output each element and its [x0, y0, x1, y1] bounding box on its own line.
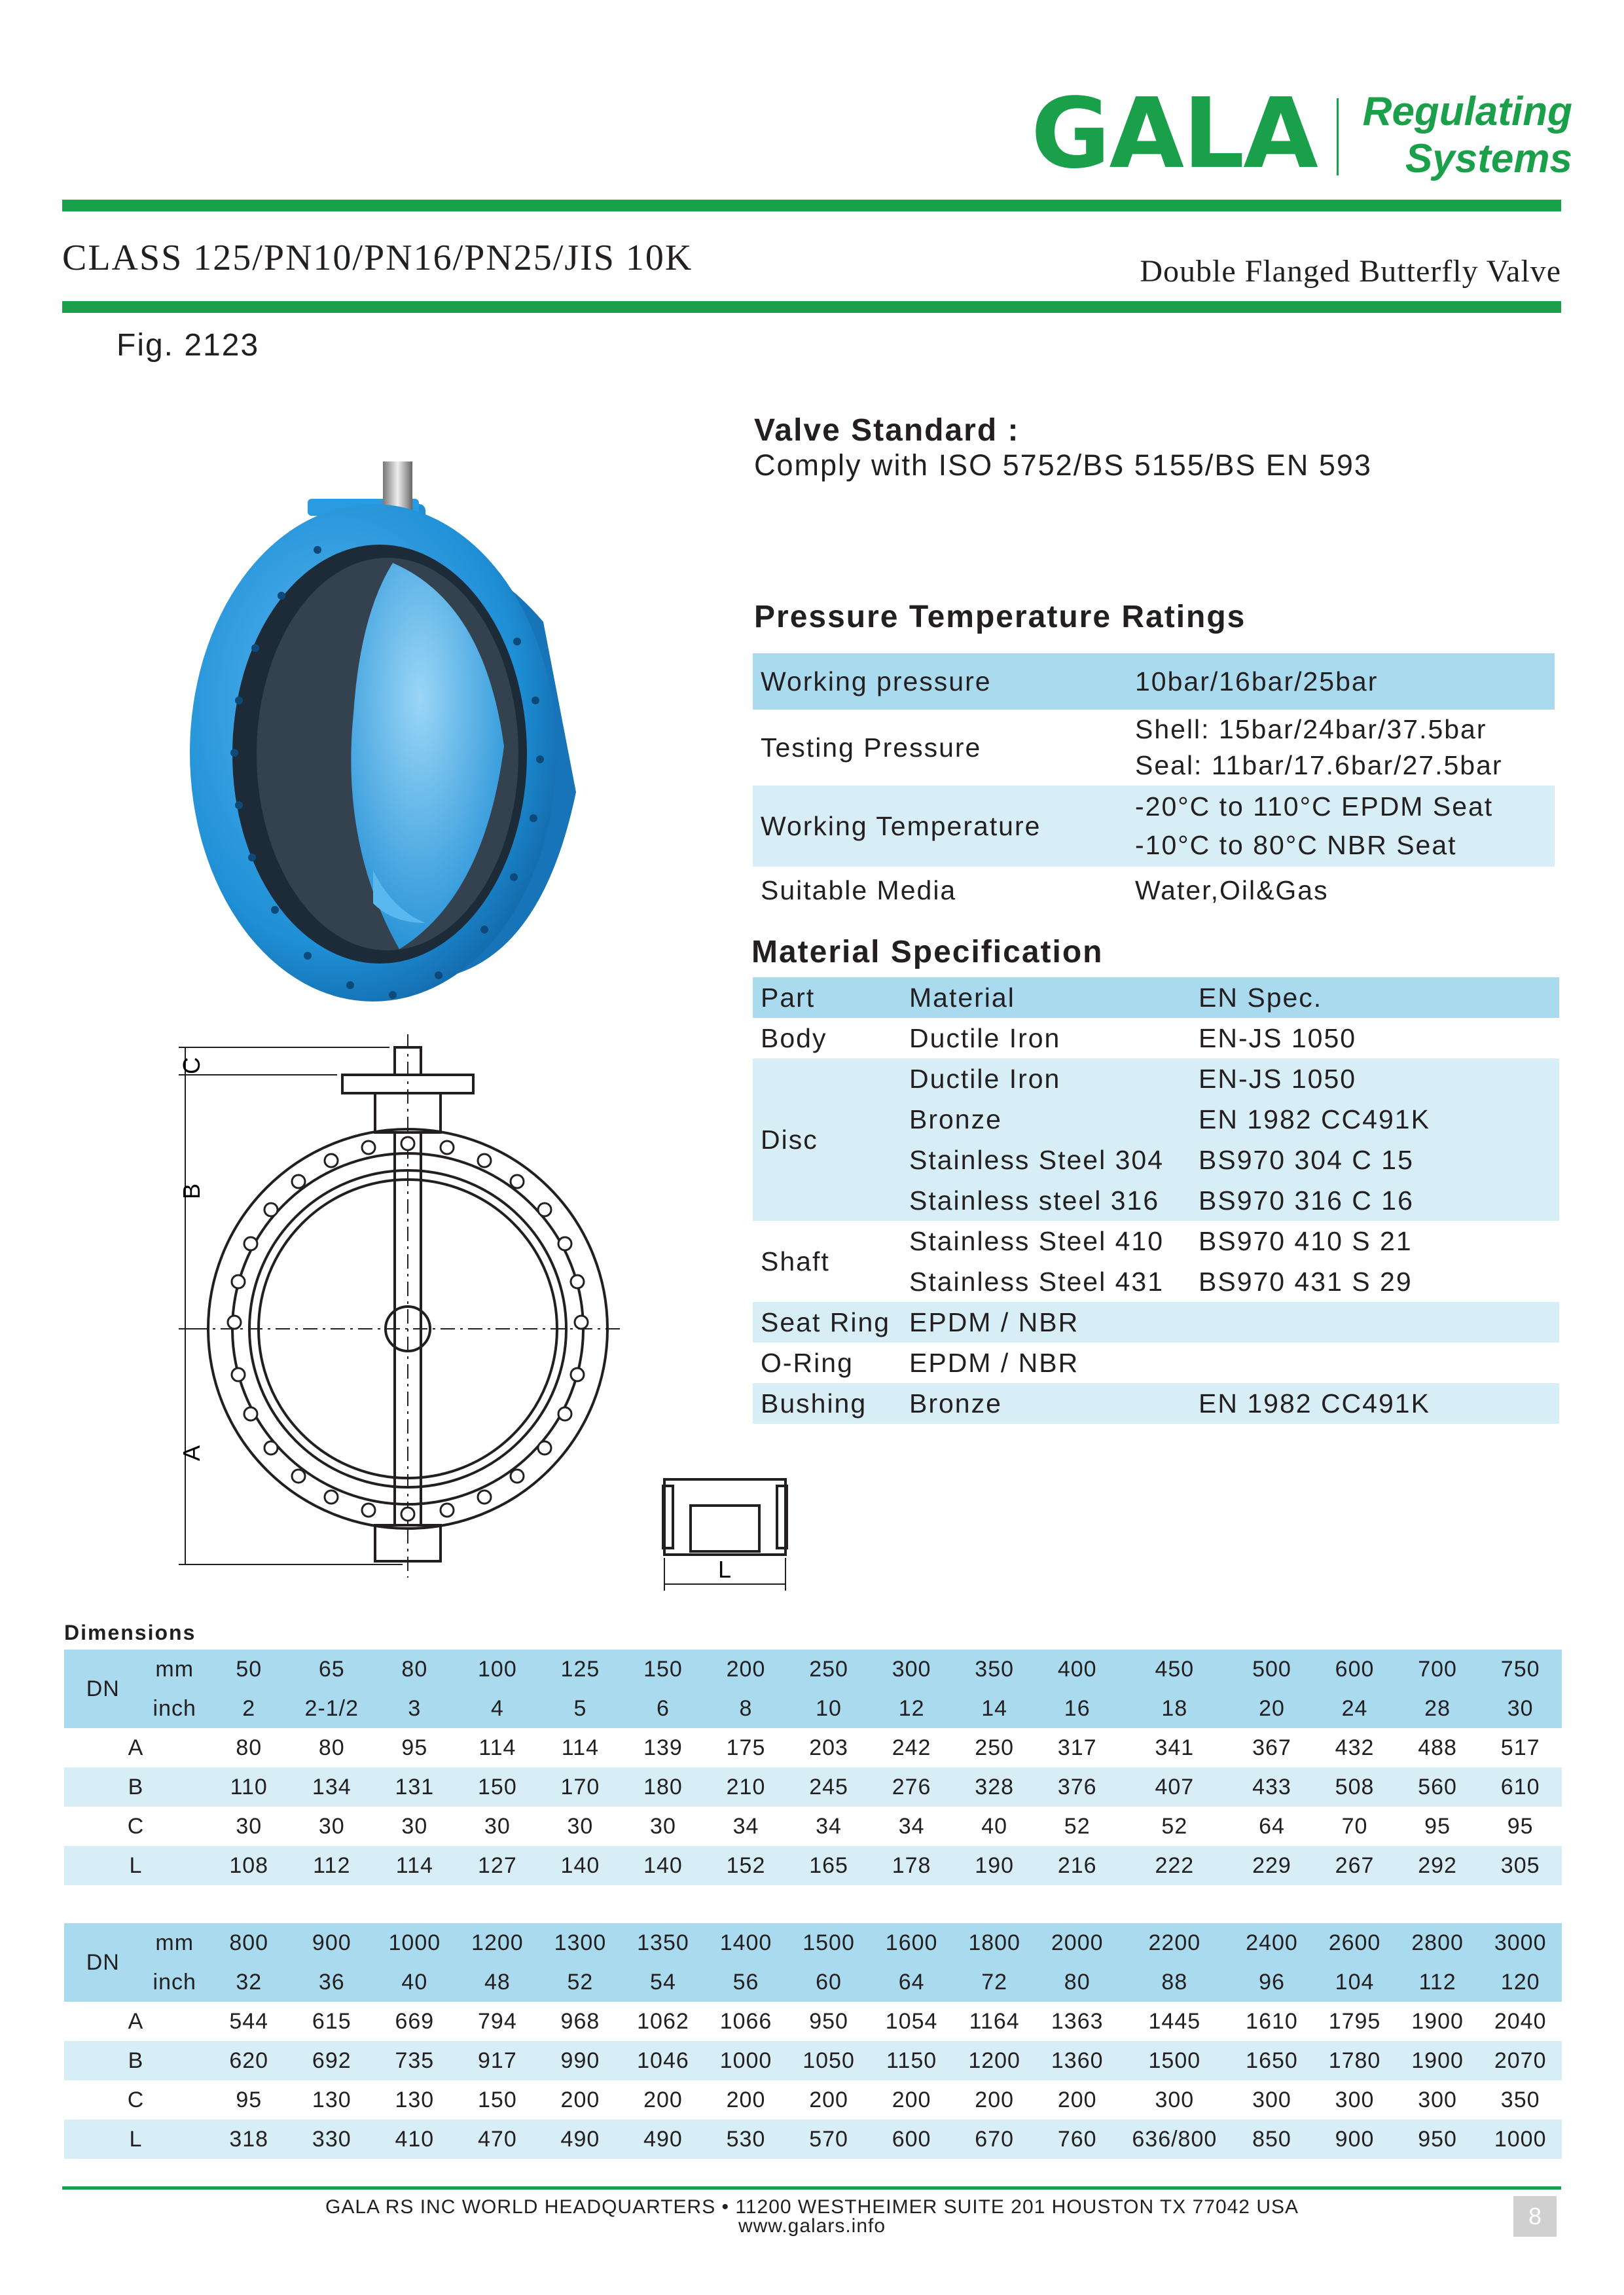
- dimension-cell: 110: [230, 1774, 268, 1799]
- dimension-cell: 990: [560, 2048, 600, 2073]
- dimension-cell: 950: [809, 2008, 848, 2034]
- pressure-value: Seal: 11bar/17.6bar/27.5bar: [1135, 750, 1503, 780]
- pressure-label: Testing Pressure: [761, 732, 982, 763]
- dimension-cell: 410: [395, 2126, 435, 2152]
- dimension-cell: 432: [1335, 1735, 1375, 1760]
- material-part: Seat Ring: [761, 1307, 891, 1337]
- dn-inch-row: [64, 1689, 1562, 1728]
- dimension-cell: 305: [1500, 1852, 1540, 1878]
- dn-inch-cell: 64: [898, 1969, 925, 1995]
- dn-inch-cell: 8: [739, 1695, 753, 1721]
- dn-inch-cell: 32: [236, 1969, 262, 1995]
- dimension-label: L: [129, 1852, 143, 1878]
- dimension-row-b: [64, 2041, 1562, 2080]
- dn-inch-cell: 60: [816, 1969, 842, 1995]
- material-spec: EN 1982 CC491K: [1199, 1104, 1430, 1134]
- dimension-cell: 1900: [1411, 2048, 1464, 2073]
- dn-inch-cell: 56: [732, 1969, 759, 1995]
- dimension-cell: 70: [1341, 1813, 1368, 1839]
- mm-label: mm: [155, 1656, 194, 1682]
- dimension-cell: 34: [816, 1813, 842, 1839]
- dn-inch-cell: 54: [650, 1969, 676, 1995]
- dn-mm-cell: 250: [809, 1656, 848, 1682]
- dim-b-label: B: [178, 1183, 205, 1200]
- dn-mm-cell: 900: [312, 1930, 352, 1955]
- dn-mm-cell: 200: [726, 1656, 766, 1682]
- dimension-cell: 175: [726, 1735, 766, 1760]
- dimension-cell: 242: [892, 1735, 931, 1760]
- mm-label: mm: [155, 1930, 194, 1955]
- dimension-cell: 1066: [719, 2008, 772, 2034]
- footer-website[interactable]: www.galars.info: [738, 2215, 886, 2237]
- dimension-cell: 350: [1500, 2087, 1540, 2112]
- dimension-cell: 95: [236, 2087, 262, 2112]
- footer-address: GALA RS INC WORLD HEADQUARTERS • 11200 WESTHEIMER SUITE 201 HOUSTON TX 77042 USA: [325, 2196, 1299, 2218]
- material-row: [753, 1018, 1559, 1058]
- dn-inch-row: [64, 1962, 1562, 2002]
- dimension-cell: 200: [975, 2087, 1015, 2112]
- dn-inch-cell: 120: [1500, 1969, 1540, 1995]
- dimension-cell: 300: [1252, 2087, 1291, 2112]
- material-name: Stainless Steel 431: [909, 1266, 1164, 1297]
- material-spec: EN-JS 1050: [1199, 1063, 1357, 1094]
- dn-inch-cell: 18: [1161, 1695, 1188, 1721]
- dimension-cell: 692: [312, 2048, 352, 2073]
- dn-mm-cell: 500: [1252, 1656, 1291, 1682]
- dimension-cell: 1164: [969, 2008, 1020, 2034]
- valve-drawing: [167, 1034, 821, 1591]
- valve-photo: [177, 452, 648, 1021]
- dn-mm-cell: 150: [643, 1656, 683, 1682]
- dimension-row-l: [64, 2120, 1562, 2159]
- dn-inch-cell: 14: [981, 1695, 1008, 1721]
- dimension-cell: 490: [643, 2126, 683, 2152]
- dimension-cell: 490: [560, 2126, 600, 2152]
- dimension-label: A: [128, 2008, 144, 2034]
- material-header-spec: EN Spec.: [1199, 982, 1323, 1013]
- dn-inch-cell: 36: [318, 1969, 345, 1995]
- dn-mm-cell: 1000: [388, 1930, 441, 1955]
- dimension-cell: 140: [560, 1852, 600, 1878]
- dimension-cell: 610: [1500, 1774, 1540, 1799]
- dn-mm-cell: 65: [318, 1656, 345, 1682]
- dimension-cell: 1200: [968, 2048, 1020, 2073]
- dimension-cell: 1360: [1051, 2048, 1104, 2073]
- dn-mm-cell: 750: [1500, 1656, 1540, 1682]
- dimension-row-a: [64, 1728, 1562, 1767]
- dn-mm-cell: 400: [1057, 1656, 1097, 1682]
- dn-inch-cell: 3: [408, 1695, 422, 1721]
- material-spec: EN 1982 CC491K: [1199, 1388, 1430, 1419]
- material-name: Bronze: [909, 1104, 1002, 1134]
- dimension-cell: 1046: [637, 2048, 689, 2073]
- dimension-cell: 544: [229, 2008, 269, 2034]
- dimension-cell: 1050: [803, 2048, 855, 2073]
- dimension-cell: 620: [229, 2048, 269, 2073]
- dn-inch-cell: 112: [1418, 1969, 1456, 1995]
- tagline-line-1: Regulating: [1362, 89, 1572, 134]
- dimension-cell: 30: [236, 1813, 262, 1839]
- dimension-cell: 112: [313, 1852, 351, 1878]
- dimension-cell: 950: [1418, 2126, 1457, 2152]
- dn-inch-cell: 24: [1341, 1695, 1368, 1721]
- material-spec: [1191, 1302, 1559, 1343]
- dn-mm-cell: 2800: [1411, 1930, 1464, 1955]
- dn-mm-cell: 800: [229, 1930, 269, 1955]
- dimension-cell: 114: [395, 1852, 433, 1878]
- dimension-cell: 200: [560, 2087, 600, 2112]
- dimension-cell: 127: [478, 1852, 517, 1878]
- material-spec: BS970 304 C 15: [1199, 1144, 1414, 1175]
- dimension-cell: 216: [1057, 1852, 1097, 1878]
- pressure-value: Shell: 15bar/24bar/37.5bar: [1135, 714, 1487, 744]
- dimension-cell: 1000: [1494, 2126, 1547, 2152]
- dimension-cell: 850: [1252, 2126, 1291, 2152]
- dn-mm-cell: 300: [892, 1656, 931, 1682]
- dimension-cell: 165: [809, 1852, 848, 1878]
- dimension-cell: 64: [1259, 1813, 1285, 1839]
- dimension-cell: 2070: [1494, 2048, 1547, 2073]
- dimension-cell: 95: [1424, 1813, 1451, 1839]
- dim-l-label: L: [717, 1556, 732, 1583]
- material-spec-title: Material Specification: [751, 935, 1104, 969]
- pressure-ratings-title: Pressure Temperature Ratings: [754, 600, 1246, 634]
- material-spec: BS970 431 S 29: [1199, 1266, 1413, 1297]
- material-name: Stainless Steel 410: [909, 1225, 1164, 1256]
- dn-mm-cell: 50: [236, 1656, 262, 1682]
- dn-mm-cell: 1350: [637, 1930, 689, 1955]
- dimension-cell: 139: [643, 1735, 683, 1760]
- dn-inch-cell: 88: [1161, 1969, 1188, 1995]
- dimension-cell: 52: [1161, 1813, 1188, 1839]
- dimension-cell: 636/800: [1132, 2126, 1218, 2152]
- dimension-cell: 222: [1155, 1852, 1195, 1878]
- dn-inch-cell: 20: [1259, 1695, 1285, 1721]
- material-name: Stainless steel 316: [909, 1185, 1160, 1216]
- dn-mm-cell: 450: [1155, 1656, 1195, 1682]
- material-part: Body: [761, 1022, 827, 1053]
- dimension-cell: 367: [1252, 1735, 1291, 1760]
- dn-mm-cell: 1400: [719, 1930, 772, 1955]
- material-spec: BS970 410 S 21: [1199, 1225, 1413, 1256]
- dimension-cell: 1780: [1328, 2048, 1381, 2073]
- material-name: EPDM / NBR: [909, 1307, 1079, 1337]
- dimension-cell: 30: [401, 1813, 428, 1839]
- material-row: [753, 1058, 1559, 1099]
- dimension-cell: 735: [395, 2048, 435, 2073]
- dn-inch-cell: 2-1/2: [304, 1695, 359, 1721]
- material-name: EPDM / NBR: [909, 1347, 1079, 1378]
- footer-rule: [62, 2186, 1561, 2190]
- dim-c-label: C: [178, 1057, 205, 1074]
- dn-mm-row: [64, 1650, 1562, 1689]
- dimension-cell: 615: [312, 2008, 352, 2034]
- dimension-cell: 1795: [1328, 2008, 1381, 2034]
- dimension-cell: 1900: [1411, 2008, 1464, 2034]
- material-spec: EN-JS 1050: [1199, 1022, 1357, 1053]
- dimension-cell: 669: [395, 2008, 435, 2034]
- dn-mm-cell: 1300: [554, 1930, 607, 1955]
- dimension-cell: 267: [1335, 1852, 1375, 1878]
- dimension-cell: 670: [975, 2126, 1015, 2152]
- material-header-material: Material: [909, 982, 1015, 1013]
- dimension-cell: 1062: [637, 2008, 689, 2034]
- dimension-cell: 341: [1155, 1735, 1195, 1760]
- dn-inch-cell: 12: [898, 1695, 925, 1721]
- dn-inch-cell: 48: [484, 1969, 511, 1995]
- dimension-cell: 900: [1335, 2126, 1375, 2152]
- valve-standard-title: Valve Standard :: [754, 413, 1020, 448]
- dn-mm-cell: 2200: [1148, 1930, 1201, 1955]
- dimension-cell: 30: [567, 1813, 594, 1839]
- dimension-cell: 80: [318, 1735, 345, 1760]
- dimensions-title: Dimensions: [64, 1621, 196, 1644]
- dimension-label: C: [127, 2087, 145, 2112]
- dimension-cell: 95: [401, 1735, 428, 1760]
- dimension-cell: 131: [395, 1774, 435, 1799]
- dn-inch-cell: 5: [573, 1695, 587, 1721]
- tagline-line-2: Systems: [1405, 136, 1572, 181]
- material-name: Stainless Steel 304: [909, 1144, 1164, 1175]
- dimension-cell: 968: [560, 2008, 600, 2034]
- inch-label: inch: [153, 1969, 196, 1995]
- dimension-cell: 2040: [1494, 2008, 1547, 2034]
- dimension-cell: 433: [1252, 1774, 1291, 1799]
- dimension-cell: 760: [1057, 2126, 1097, 2152]
- material-spec: [1191, 1343, 1559, 1383]
- dimensions-table-1-body: [64, 1650, 1562, 1885]
- material-header-part: Part: [761, 982, 816, 1013]
- dimension-cell: 30: [318, 1813, 345, 1839]
- dimension-cell: 376: [1057, 1774, 1097, 1799]
- dimension-cell: 52: [1064, 1813, 1091, 1839]
- dimension-cell: 300: [1155, 2087, 1195, 2112]
- product-title: Double Flanged Butterfly Valve: [1140, 254, 1561, 289]
- dn-inch-cell: 104: [1335, 1969, 1375, 1995]
- dimension-cell: 200: [1057, 2087, 1097, 2112]
- dn-inch-cell: 6: [657, 1695, 670, 1721]
- dimension-cell: 210: [726, 1774, 766, 1799]
- dimension-cell: 130: [312, 2087, 352, 2112]
- dimension-cell: 917: [478, 2048, 517, 2073]
- dn-label: DN: [86, 1676, 120, 1701]
- dimension-cell: 317: [1057, 1735, 1097, 1760]
- dimension-cell: 95: [1507, 1813, 1534, 1839]
- dimension-cell: 570: [809, 2126, 848, 2152]
- dn-inch-cell: 96: [1259, 1969, 1285, 1995]
- dimension-cell: 178: [892, 1852, 931, 1878]
- dimension-label: B: [128, 1774, 144, 1799]
- dimension-cell: 250: [975, 1735, 1015, 1760]
- dimension-cell: 560: [1418, 1774, 1457, 1799]
- pressure-value: Water,Oil&Gas: [1135, 875, 1329, 905]
- logo-divider: [1337, 98, 1339, 175]
- dimension-cell: 40: [981, 1813, 1008, 1839]
- dn-mm-cell: 1200: [471, 1930, 524, 1955]
- material-header-row: [753, 977, 1559, 1018]
- dimension-label: C: [127, 1813, 145, 1839]
- dimension-cell: 488: [1418, 1735, 1457, 1760]
- dimension-cell: 80: [236, 1735, 262, 1760]
- dimension-cell: 794: [478, 2008, 517, 2034]
- dn-inch-cell: 28: [1424, 1695, 1451, 1721]
- figure-label: Fig. 2123: [117, 328, 260, 363]
- dimension-cell: 330: [312, 2126, 352, 2152]
- dimension-cell: 229: [1252, 1852, 1291, 1878]
- dimension-cell: 292: [1418, 1852, 1457, 1878]
- dimension-cell: 30: [650, 1813, 676, 1839]
- dimension-row-c: [64, 1807, 1562, 1846]
- dimension-cell: 30: [484, 1813, 511, 1839]
- material-part: Shaft: [761, 1246, 830, 1276]
- dn-inch-cell: 52: [567, 1969, 594, 1995]
- dn-inch-cell: 4: [490, 1695, 504, 1721]
- dimension-cell: 1000: [719, 2048, 772, 2073]
- material-name: Bronze: [909, 1388, 1002, 1419]
- dimensions-table-1: [64, 1650, 1562, 1885]
- dn-mm-cell: 350: [975, 1656, 1015, 1682]
- dimension-cell: 508: [1335, 1774, 1375, 1799]
- dimension-cell: 200: [643, 2087, 683, 2112]
- material-part: O-Ring: [761, 1347, 854, 1378]
- dn-inch-cell: 16: [1064, 1695, 1091, 1721]
- dimension-cell: 1650: [1246, 2048, 1298, 2073]
- inch-label: inch: [153, 1695, 196, 1721]
- dimension-cell: 1054: [885, 2008, 938, 2034]
- dimension-cell: 276: [892, 1774, 931, 1799]
- dn-inch-cell: 30: [1507, 1695, 1534, 1721]
- dimension-cell: 180: [643, 1774, 683, 1799]
- pressure-row: [753, 653, 1555, 710]
- dimension-cell: 34: [898, 1813, 925, 1839]
- dn-mm-cell: 700: [1418, 1656, 1457, 1682]
- dimension-cell: 600: [892, 2126, 931, 2152]
- dimension-cell: 134: [312, 1774, 352, 1799]
- dn-mm-cell: 1600: [885, 1930, 938, 1955]
- dimension-cell: 152: [726, 1852, 766, 1878]
- dimension-cell: 200: [809, 2087, 848, 2112]
- dn-mm-cell: 2600: [1328, 1930, 1381, 1955]
- dimension-cell: 190: [975, 1852, 1015, 1878]
- dn-inch-cell: 40: [401, 1969, 428, 1995]
- dimension-cell: 1445: [1148, 2008, 1201, 2034]
- header-rule-top: [62, 200, 1561, 211]
- pressure-value: -20°C to 110°C EPDM Seat: [1135, 791, 1494, 822]
- dimension-cell: 300: [1335, 2087, 1375, 2112]
- dim-a-label: A: [178, 1445, 205, 1462]
- page-number: 8: [1513, 2196, 1557, 2237]
- material-part: Disc: [761, 1124, 818, 1155]
- material-name: Ductile Iron: [909, 1022, 1061, 1053]
- dn-inch-cell: 80: [1064, 1969, 1091, 1995]
- dimension-row-l: [64, 1846, 1562, 1885]
- dn-mm-cell: 2400: [1246, 1930, 1298, 1955]
- dimension-cell: 1500: [1148, 2048, 1201, 2073]
- pressure-ratings-table: [753, 653, 1555, 914]
- dn-inch-cell: 72: [981, 1969, 1008, 1995]
- dimension-cell: 517: [1500, 1735, 1540, 1760]
- dimension-row-a: [64, 2002, 1562, 2041]
- dimensions-table-2: [64, 1923, 1562, 2159]
- material-name: Ductile Iron: [909, 1063, 1061, 1094]
- dimension-cell: 108: [229, 1852, 269, 1878]
- dimension-cell: 150: [478, 1774, 517, 1799]
- dimensions-table-2-body: [64, 1923, 1562, 2159]
- brand-logo: GALA: [1031, 77, 1317, 190]
- dimension-cell: 407: [1155, 1774, 1195, 1799]
- dimension-cell: 114: [478, 1735, 516, 1760]
- material-row: [753, 1302, 1559, 1343]
- dimension-cell: 318: [229, 2126, 269, 2152]
- dimension-cell: 1610: [1246, 2008, 1298, 2034]
- pressure-label: Working pressure: [761, 666, 992, 696]
- dimension-cell: 328: [975, 1774, 1015, 1799]
- material-part: Bushing: [761, 1388, 867, 1419]
- dimension-row-c: [64, 2080, 1562, 2120]
- dimension-cell: 1150: [886, 2048, 937, 2073]
- dimension-label: L: [129, 2126, 143, 2152]
- dn-label: DN: [86, 1949, 120, 1975]
- valve-standard-text: Comply with ISO 5752/BS 5155/BS EN 593: [754, 448, 1372, 482]
- dn-mm-cell: 600: [1335, 1656, 1375, 1682]
- dimension-cell: 245: [809, 1774, 848, 1799]
- dn-mm-cell: 125: [560, 1656, 600, 1682]
- dimension-cell: 34: [732, 1813, 759, 1839]
- dimension-cell: 530: [726, 2126, 766, 2152]
- material-spec: BS970 316 C 16: [1199, 1185, 1414, 1216]
- material-spec-table: [753, 977, 1559, 1424]
- brand-tagline: [1350, 88, 1572, 183]
- material-row: [753, 1383, 1559, 1424]
- dn-mm-cell: 100: [478, 1656, 517, 1682]
- dimension-cell: 200: [892, 2087, 931, 2112]
- dn-mm-row: [64, 1923, 1562, 1962]
- pressure-label: Suitable Media: [761, 875, 957, 905]
- pressure-value: -10°C to 80°C NBR Seat: [1135, 830, 1457, 860]
- dimension-cell: 203: [809, 1735, 848, 1760]
- dn-mm-cell: 3000: [1494, 1930, 1547, 1955]
- material-row: [753, 1343, 1559, 1383]
- dimension-label: A: [128, 1735, 144, 1760]
- dn-mm-cell: 1500: [803, 1930, 855, 1955]
- dimension-cell: 1363: [1051, 2008, 1104, 2034]
- pressure-label: Working Temperature: [761, 810, 1041, 841]
- pressure-row: [753, 867, 1555, 914]
- dn-mm-cell: 80: [401, 1656, 428, 1682]
- pressure-row: [753, 710, 1555, 786]
- dimension-cell: 150: [478, 2087, 517, 2112]
- dimension-cell: 200: [726, 2087, 766, 2112]
- material-row: [753, 1221, 1559, 1261]
- dn-mm-cell: 1800: [968, 1930, 1020, 1955]
- dimension-cell: 300: [1418, 2087, 1457, 2112]
- pressure-value: 10bar/16bar/25bar: [1135, 666, 1379, 696]
- header-rule-bottom: [62, 301, 1561, 313]
- dimension-cell: 114: [561, 1735, 600, 1760]
- dimension-cell: 470: [478, 2126, 517, 2152]
- dimension-cell: 140: [643, 1852, 683, 1878]
- pressure-classes: CLASS 125/PN10/PN16/PN25/JIS 10K: [62, 238, 693, 278]
- dn-inch-cell: 2: [242, 1695, 256, 1721]
- dimension-cell: 130: [395, 2087, 435, 2112]
- dn-inch-cell: 10: [816, 1695, 842, 1721]
- pressure-row: [753, 786, 1555, 867]
- dimension-row-b: [64, 1767, 1562, 1807]
- dimension-cell: 170: [560, 1774, 600, 1799]
- dn-mm-cell: 2000: [1051, 1930, 1104, 1955]
- dimension-label: B: [128, 2048, 144, 2073]
